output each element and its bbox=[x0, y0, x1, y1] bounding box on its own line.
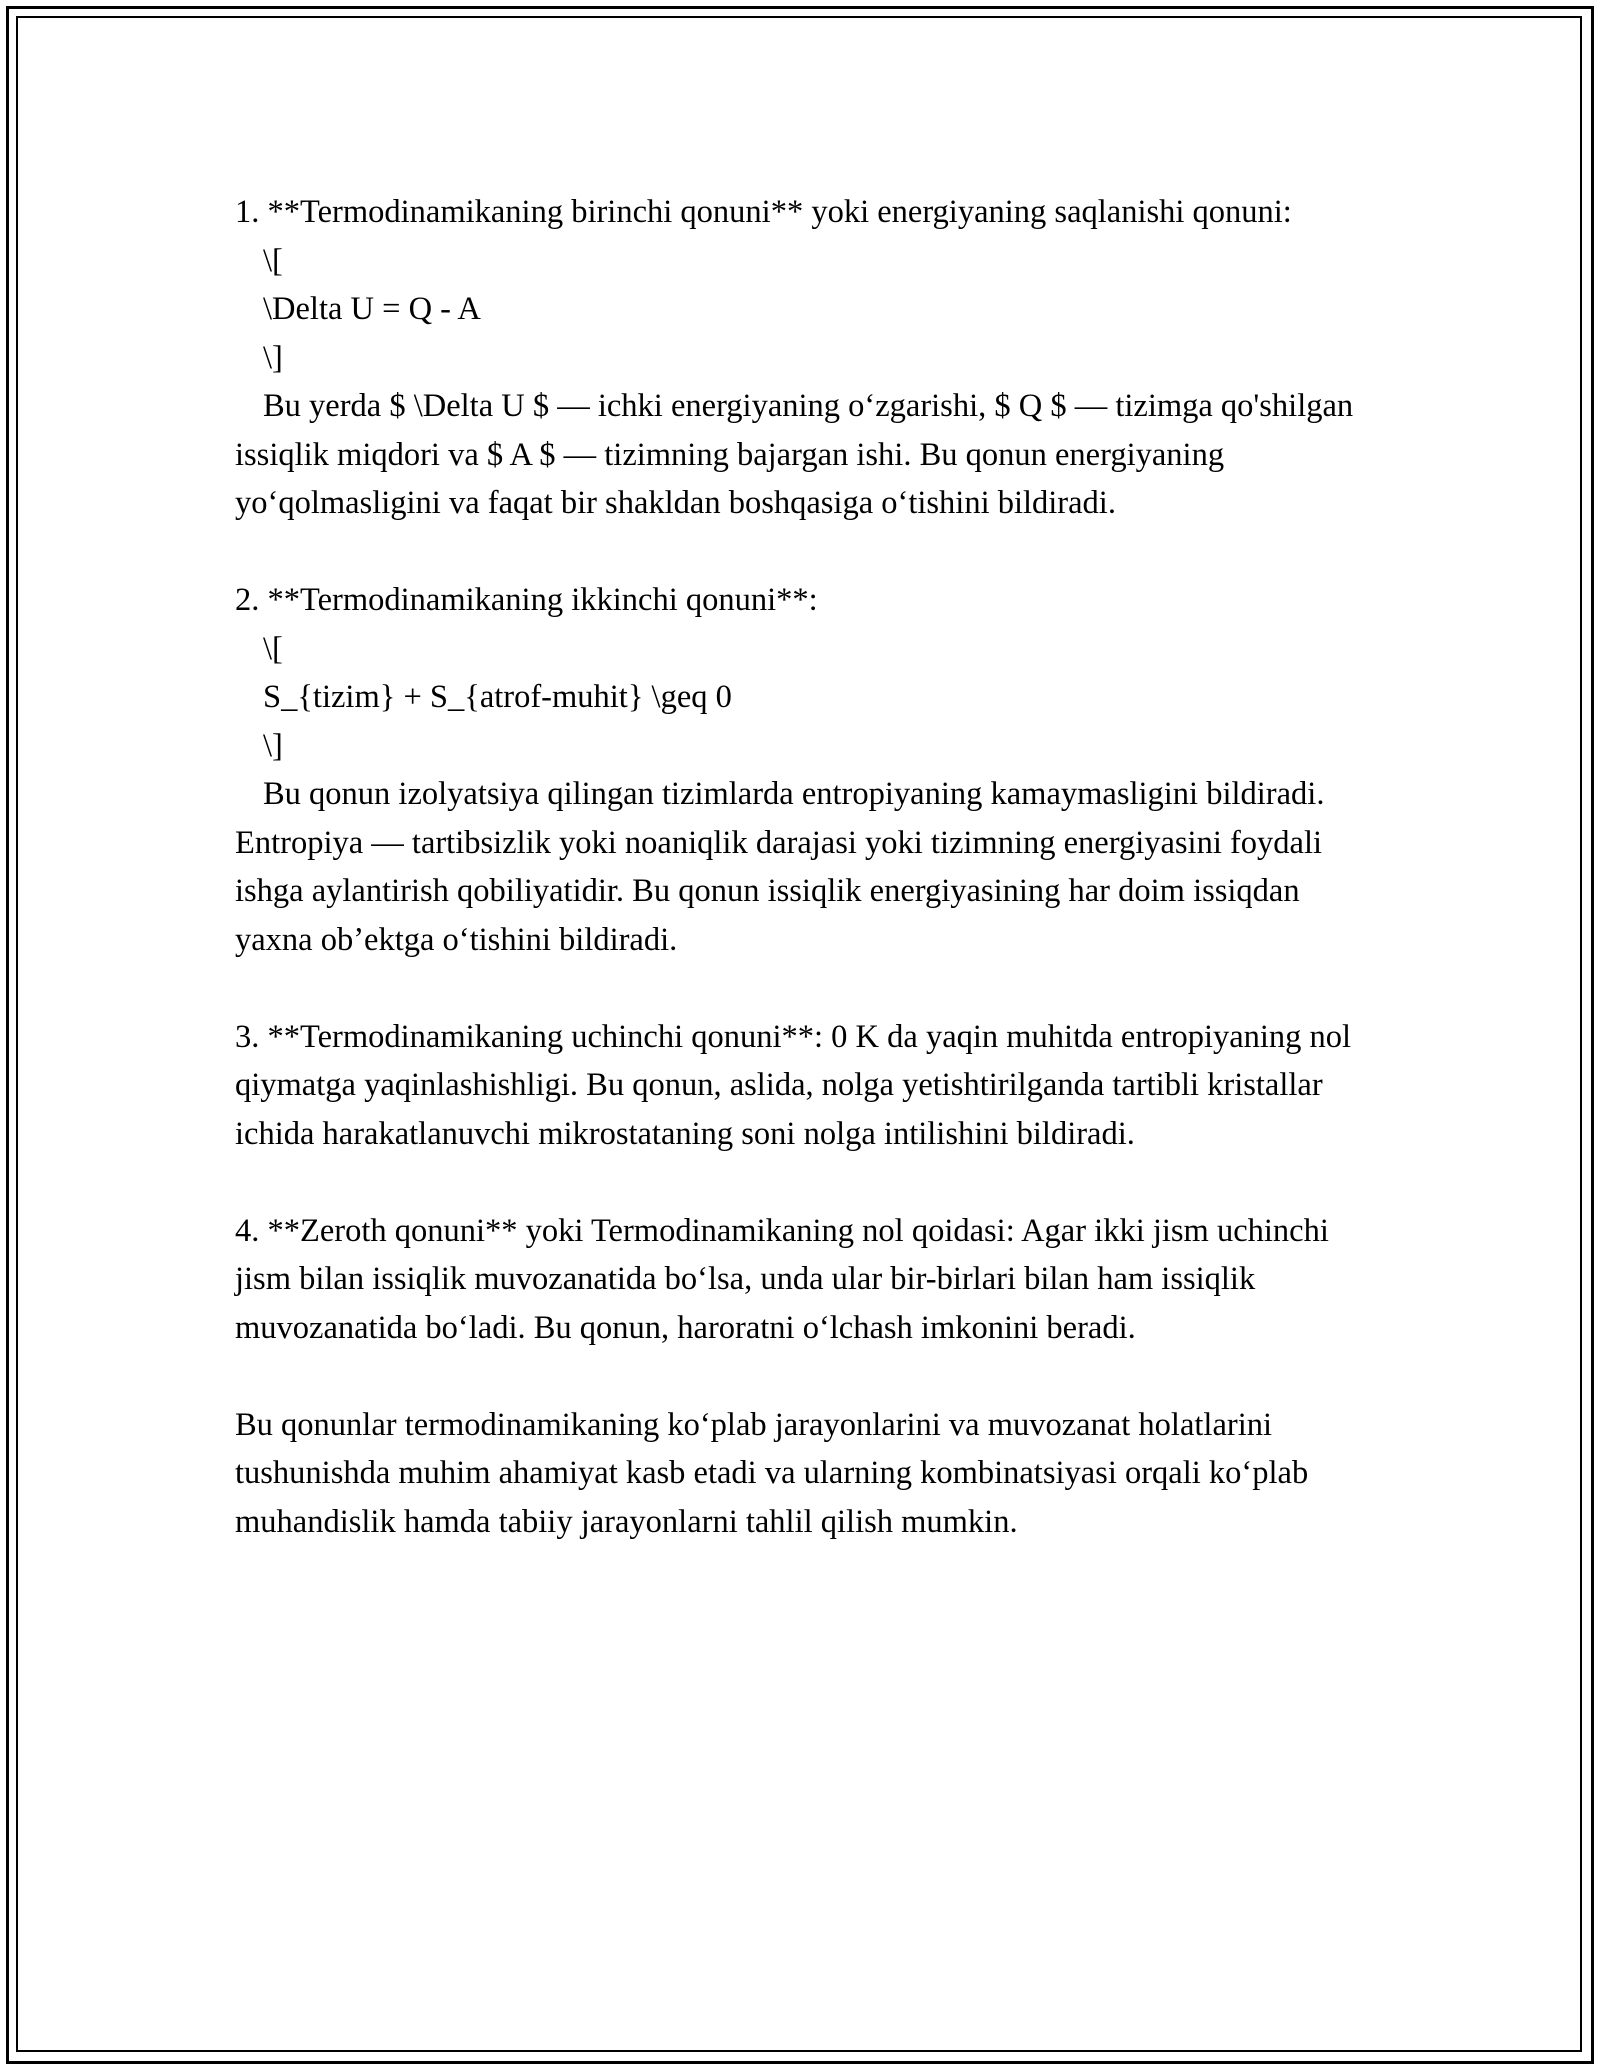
zeroth-law-paragraph: 4. **Zeroth qonuni** yoki Termodinamikaning nol qoidasi: Agar ikki jism uchinchi jism bilan issiqlik muvozanatida boʻlsa, unda ular bir-birlari bilan ham issiqlik muvozanatida boʻladi. Bu qonun, haroratni oʻlchash imkonini beradi. bbox=[235, 1212, 1329, 1346]
second-law-explanation bbox=[235, 770, 1365, 964]
paragraph-gap bbox=[235, 964, 1365, 1013]
second-law-intro: 2. **Termodinamikaning ikkinchi qonuni**: bbox=[235, 582, 818, 618]
first-law-math-close: \] bbox=[263, 339, 283, 376]
first-law-intro: 1. **Termodinamikaning birinchi qonuni** yoki energiyaning saqlanishi qonuni: bbox=[235, 194, 1292, 230]
section-first-law bbox=[235, 188, 1365, 528]
paragraph-gap bbox=[235, 528, 1365, 577]
third-law-paragraph: 3. **Termodinamikaning uchinchi qonuni**: 0 K da yaqin muhitda entropiyaning nol qiymatga yaqinlashishligi. Bu qonun, aslida, nolga yetishtirilganda tartibli kristallar ichida harakatlanuvchi mikrostataning soni nolga intilishini bildiradi. bbox=[235, 1018, 1352, 1152]
first-law-explanation-text: Bu yerda $ \Delta U $ — ichki energiyaning oʻzgarishi, $ Q $ — tizimga qo'shilgan issiqlik miqdori va $ A $ — tizimning bajargan ishi. Bu qonun energiyaning yoʻqolmasligini va faqat bir shakldan boshqasiga oʻtishini bildiradi. bbox=[235, 388, 1354, 521]
paragraph-gap bbox=[235, 1352, 1365, 1401]
first-law-equation: \Delta U = Q - A bbox=[263, 291, 481, 327]
second-law-math-close: \] bbox=[263, 727, 283, 764]
paragraph-gap bbox=[235, 1158, 1365, 1207]
first-law-explanation bbox=[235, 382, 1365, 528]
second-law-equation: S_{tizim} + S_{atrof-muhit} \geq 0 bbox=[263, 679, 732, 715]
second-law-math-open: \[ bbox=[263, 630, 283, 667]
conclusion-paragraph: Bu qonunlar termodinamikaning koʻplab jarayonlarini va muvozanat holatlarini tushunishda muhim ahamiyat kasb etadi va ularning kombinatsiyasi orqali koʻplab muhandislik hamda tabiiy jarayonlarni tahlil qilish mumkin. bbox=[235, 1406, 1309, 1540]
document-body bbox=[235, 188, 1365, 1546]
first-law-math-open: \[ bbox=[263, 242, 283, 279]
section-second-law bbox=[235, 576, 1365, 964]
second-law-explanation-text: Bu qonun izolyatsiya qilingan tizimlarda entropiyaning kamaymasligini bildiradi. Entropiya — tartibsizlik yoki noaniqlik darajasi yoki tizimning energiyasini foydali ishga aylantirish qobiliyatidir. Bu qonun issiqlik energiyasining har doim issiqdan yaxna obʼektga oʻtishini bildiradi. bbox=[235, 776, 1325, 958]
